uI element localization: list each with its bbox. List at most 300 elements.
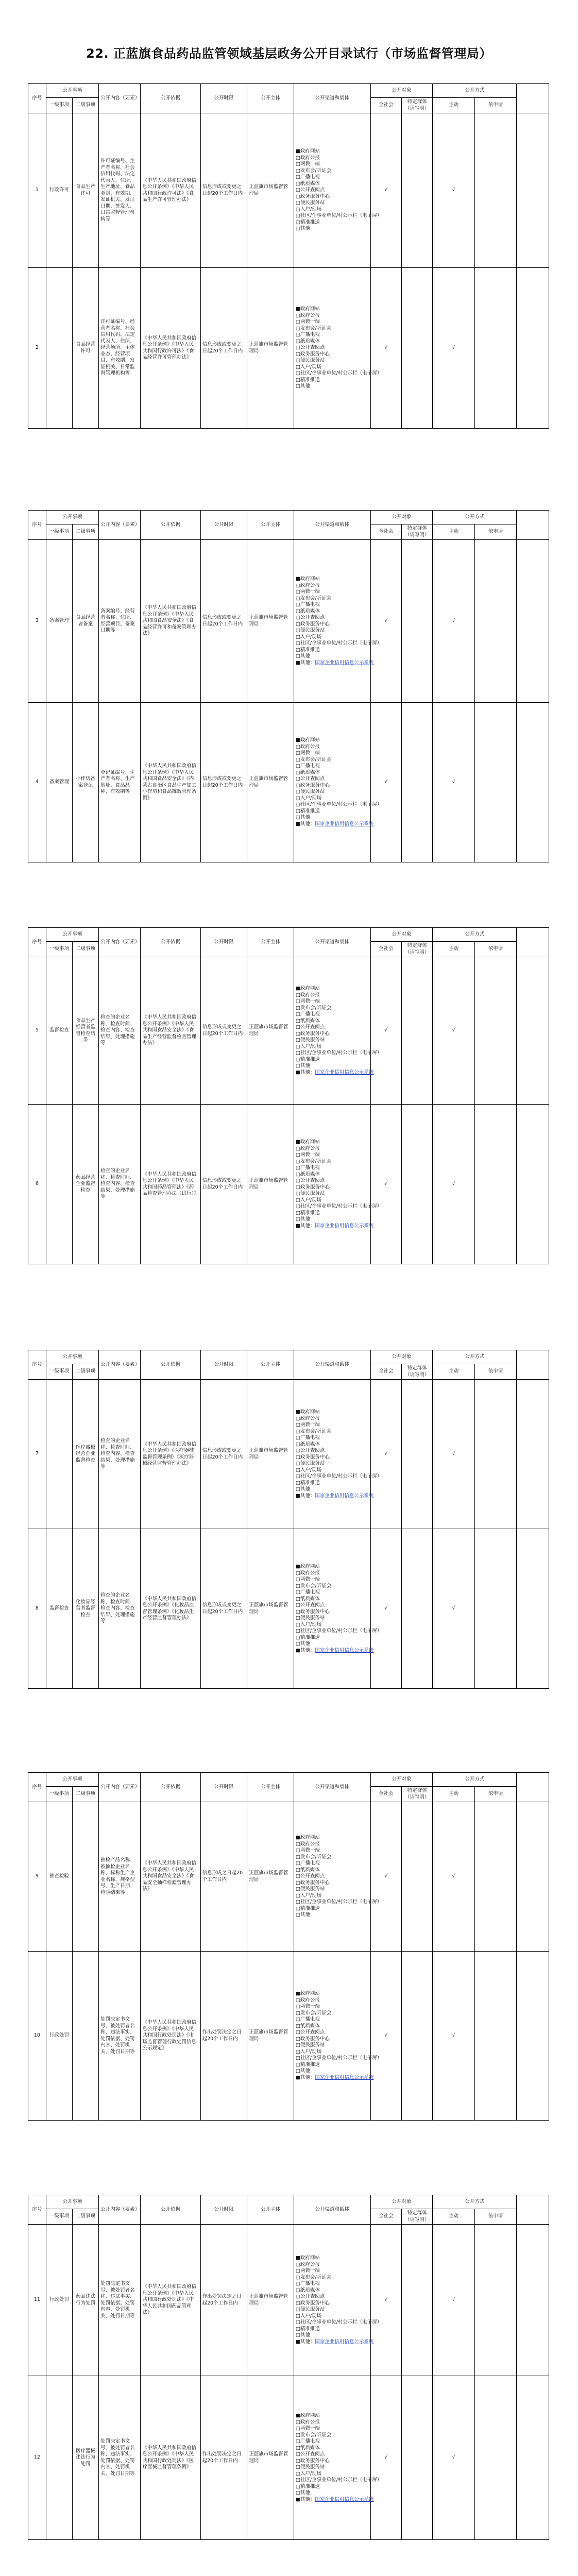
channel-option: □广播电视 — [295, 1860, 320, 1867]
row-channels — [294, 1380, 382, 1529]
channel-option: □纸质媒体 — [295, 338, 320, 344]
channel-option: □广播电视 — [295, 2016, 320, 2022]
channel-option: □入户/现场 — [295, 795, 322, 801]
row-level2: 食品生产许可 — [72, 113, 98, 268]
header-mode: 公开方式 — [433, 84, 517, 98]
channel-option: □便民服务站 — [295, 2042, 325, 2048]
row-level2: 医疗器械经营企业监督检查 — [72, 1380, 98, 1529]
channel-option: ■政府网站 — [295, 1835, 320, 1841]
channel-other-label: ■其他： — [295, 1223, 315, 1229]
request-mark — [474, 113, 516, 268]
table-row — [28, 113, 549, 268]
channel-option: □发布会/听证会 — [295, 756, 332, 762]
channel-option: □公开查阅点 — [295, 1024, 325, 1030]
channel-option: □纸质媒体 — [295, 1596, 320, 1602]
credit-system-link[interactable]: 国家企业信用信息公示系统 — [315, 2338, 374, 2345]
credit-system-link[interactable]: 国家企业信用信息公示系统 — [315, 2074, 374, 2080]
channel-option: □公开查阅点 — [295, 2451, 325, 2457]
header-level1: 一级事项 — [46, 98, 72, 113]
channel-other-label: ■其他： — [295, 1647, 315, 1653]
trailing-cell — [517, 1952, 549, 2121]
obj-all-check: √ — [370, 2225, 401, 2376]
channel-option: □便民服务站 — [295, 358, 325, 364]
header-blank — [517, 84, 549, 113]
credit-system-link[interactable]: 国家企业信用信息公示系统 — [315, 821, 374, 827]
channel-option: □纸质媒体 — [295, 1018, 320, 1024]
row-subject: 正蓝旗市场监督管理局 — [247, 1952, 294, 2121]
channel-option: □两微一端 — [295, 161, 320, 167]
header-mode: 公开方式 — [433, 511, 517, 524]
obj-specific — [402, 268, 433, 429]
channel-other-label: ■其他： — [295, 1069, 315, 1075]
header-mode: 公开方式 — [433, 928, 517, 942]
header-level2: 二级事项 — [72, 1787, 98, 1802]
row-content: 处罚决定书文号、被处罚者名称、违法事实、处罚依据、处罚内容、处罚机关、处罚日期等 — [99, 2376, 141, 2540]
channel-option: □其他 — [295, 1912, 310, 1918]
row-level2: 医疗器械违法行为处罚 — [72, 2376, 98, 2540]
channel-option: □便民服务站 — [295, 1886, 325, 1892]
channel-option: □入户/现场 — [295, 1043, 322, 1049]
channel-option: □政务服务中心 — [295, 1608, 330, 1615]
channel-option: □其他 — [295, 1063, 310, 1069]
row-channels — [294, 1952, 382, 2121]
header-active: 主动 — [433, 98, 474, 113]
row-content: 检查的企业名称、检查时间、检查内容、检查结果、处理措施等 — [99, 1105, 141, 1264]
channel-option: □发布会/听证会 — [295, 1428, 332, 1434]
row-basis: 《中华人民共和国政府信息公开条例》《化妆品监督管理条例》《化妆品生产经营监督管理办法》 — [141, 1529, 200, 1689]
header-channel: 公开渠道和载体 — [294, 511, 370, 540]
channel-option: □公开查阅点 — [295, 1178, 325, 1183]
catalog-table — [28, 1772, 549, 2121]
channel-option: □发布会/听证会 — [295, 2274, 332, 2280]
table-row — [28, 2225, 549, 2376]
header-matter: 公开事项 — [46, 2195, 98, 2209]
row-content: 检查的企业名称、检查时间、检查内容、检查结果、处理措施等 — [99, 1529, 141, 1689]
header-object: 公开对象 — [370, 511, 433, 524]
request-mark — [474, 1380, 516, 1529]
obj-all-check: √ — [370, 540, 401, 703]
channel-option: □纸质媒体 — [295, 1441, 320, 1447]
channel-option: □其他 — [295, 2490, 310, 2496]
obj-all-check: √ — [370, 1105, 401, 1264]
row-subject: 正蓝旗市场监督管理局 — [247, 113, 294, 268]
channel-option: □社区/企事业单位/村公示栏（电子屏） — [295, 370, 382, 377]
header-obj-all: 全社会 — [370, 98, 401, 113]
active-check: √ — [433, 2376, 474, 2540]
row-channels — [294, 2376, 382, 2540]
channel-other — [295, 2074, 374, 2081]
channel-option: □政务服务中心 — [295, 621, 330, 627]
row-seq: 6 — [28, 1105, 46, 1264]
channel-option: □纸质媒体 — [295, 2287, 320, 2293]
channel-option: □政府公报 — [295, 1415, 320, 1421]
channel-other-label: ■其他： — [295, 2496, 315, 2502]
header-obj-specific: 特定群体（请写明） — [402, 2209, 433, 2225]
credit-system-link[interactable]: 国家企业信用信息公示系统 — [315, 2496, 374, 2502]
channel-option: □社区/企事业单位/村公示栏（电子屏） — [295, 213, 382, 219]
channel-option: ■政府网站 — [295, 737, 320, 743]
header-obj-specific: 特定群体（请写明） — [402, 98, 433, 113]
channel-option: □精准推送 — [295, 377, 320, 383]
table-row — [28, 1380, 549, 1529]
table-row — [28, 268, 549, 429]
row-basis: 《中华人民共和国政府信息公开条例》《中华人民共和国食品安全法》《食品经营许可和备案管理办法》 — [141, 540, 200, 703]
channel-option: □发布会/听证会 — [295, 167, 332, 174]
channel-option: □广播电视 — [295, 1011, 320, 1017]
credit-system-link[interactable]: 国家企业信用信息公示系统 — [315, 659, 374, 666]
channel-option: □社区/企事业单位/村公示栏（电子屏） — [295, 1473, 382, 1479]
header-seq: 序号 — [28, 928, 46, 957]
row-subject: 正蓝旗市场监督管理局 — [247, 1802, 294, 1952]
obj-specific — [402, 1529, 433, 1689]
channel-option: □发布会/听证会 — [295, 1854, 332, 1860]
header-object: 公开对象 — [370, 928, 433, 942]
header-seq: 序号 — [28, 1350, 46, 1380]
channel-option: □精准推送 — [295, 1905, 320, 1911]
credit-system-link[interactable]: 国家企业信用信息公示系统 — [315, 1069, 374, 1075]
channel-option: □社区/企事业单位/村公示栏（电子屏） — [295, 1050, 382, 1056]
header-obj-all: 全社会 — [370, 1787, 401, 1802]
header-channel: 公开渠道和载体 — [294, 928, 370, 957]
row-subject: 正蓝旗市场监督管理局 — [247, 1105, 294, 1264]
header-basis: 公开依据 — [141, 1350, 200, 1380]
channel-option: □政务服务中心 — [295, 782, 330, 788]
header-time: 公开时限 — [200, 84, 247, 113]
request-mark — [474, 1105, 516, 1264]
channel-option: □政务服务中心 — [295, 2036, 330, 2042]
header-blank — [517, 1350, 549, 1380]
active-check: √ — [433, 957, 474, 1105]
channel-option: □政务服务中心 — [295, 1454, 330, 1460]
channel-option: □其他 — [295, 1216, 310, 1222]
table-row — [28, 703, 549, 862]
channel-option: □纸质媒体 — [295, 608, 320, 614]
channel-option: □发布会/听证会 — [295, 2010, 332, 2016]
obj-specific — [402, 113, 433, 268]
channel-option: □社区/企事业单位/村公示栏（电子屏） — [295, 2319, 382, 2325]
channel-option: □入户/现场 — [295, 1467, 322, 1473]
obj-specific — [402, 957, 433, 1105]
channel-option: □公开查阅点 — [295, 2294, 325, 2299]
header-subject: 公开主体 — [247, 1773, 294, 1802]
row-subject: 正蓝旗市场监督管理局 — [247, 268, 294, 429]
channel-option: □政务服务中心 — [295, 1879, 330, 1886]
obj-all-check: √ — [370, 268, 401, 429]
active-check: √ — [433, 113, 474, 268]
channel-other — [295, 1493, 374, 1500]
header-time: 公开时限 — [200, 2195, 247, 2225]
row-content: 许可证编号、生产者名称、社会信用代码、法定代表人、住所、生产地址、食品类别、有效期、发证机关、发证日期、签发人、日常监督管理机构等 — [99, 113, 141, 268]
channel-option: □精准推送 — [295, 808, 320, 814]
header-level1: 一级事项 — [46, 524, 72, 540]
credit-system-link[interactable]: 国家企业信用信息公示系统 — [315, 1493, 374, 1499]
channel-option: □政府公报 — [295, 582, 320, 588]
channel-option: □两微一端 — [295, 2426, 320, 2431]
row-level1: 监督检查 — [46, 957, 72, 1105]
row-subject: 正蓝旗市场监督管理局 — [247, 2376, 294, 2540]
channel-option: □纸质媒体 — [295, 769, 320, 775]
header-basis: 公开依据 — [141, 1773, 200, 1802]
channel-option: □广播电视 — [295, 1165, 320, 1171]
channel-option: □两微一端 — [295, 1422, 320, 1428]
channel-option: □广播电视 — [295, 1435, 320, 1440]
channel-option: □社区/企事业单位/村公示栏（电子屏） — [295, 640, 382, 646]
row-level1: 行政处罚 — [46, 2225, 72, 2376]
channel-option: □广播电视 — [295, 763, 320, 769]
header-time: 公开时限 — [200, 1773, 247, 1802]
obj-specific — [402, 2225, 433, 2376]
header-blank — [517, 511, 549, 540]
row-basis: 《中华人民共和国政府信息公开条例》《中华人民共和国食品安全法》《食品安全抽样检验管理办法》 — [141, 1802, 200, 1952]
header-obj-specific: 特定群体（请写明） — [402, 942, 433, 957]
header-level1: 一级事项 — [46, 1787, 72, 1802]
channel-option: ■政府网站 — [295, 1139, 320, 1145]
obj-all-check: √ — [370, 703, 401, 862]
active-check: √ — [433, 1380, 474, 1529]
channel-option: □精准推送 — [295, 1480, 320, 1486]
header-time: 公开时限 — [200, 1350, 247, 1380]
trailing-cell — [517, 1529, 549, 1689]
header-content: 公开内容（要素） — [99, 1350, 141, 1380]
channel-option: □其他 — [295, 2332, 310, 2338]
active-check: √ — [433, 1529, 474, 1689]
channel-option: ■政府网站 — [295, 576, 320, 582]
channel-option: □社区/企事业单位/村公示栏（电子屏） — [295, 2477, 382, 2483]
channel-option: □便民服务站 — [295, 200, 325, 206]
row-level1: 行政处罚 — [46, 1952, 72, 2121]
channel-option: □政务服务中心 — [295, 351, 330, 357]
header-time: 公开时限 — [200, 511, 247, 540]
channel-option: □两微一端 — [295, 998, 320, 1004]
channel-option: □两微一端 — [295, 2004, 320, 2009]
obj-specific — [402, 1802, 433, 1952]
header-subject: 公开主体 — [247, 928, 294, 957]
channel-option: □纸质媒体 — [295, 180, 320, 187]
row-level2: 药品违法行为处罚 — [72, 2225, 98, 2376]
channel-option: ■政府网站 — [295, 2413, 320, 2418]
channel-option: □便民服务站 — [295, 1461, 325, 1466]
channel-option: ■政府网站 — [295, 1991, 320, 1996]
channel-option: □公开查阅点 — [295, 1448, 325, 1453]
header-object: 公开对象 — [370, 1350, 433, 1364]
row-level2: 化妆品经营者监督检查 — [72, 1529, 98, 1689]
channel-option: □发布会/听证会 — [295, 1158, 332, 1164]
channel-option: □入户/现场 — [295, 1892, 322, 1899]
table-row — [28, 1529, 549, 1689]
header-content: 公开内容（要素） — [99, 511, 141, 540]
channel-option: □政府公报 — [295, 1841, 320, 1847]
row-content: 备案编号、经营者名称、住所、经营项目、备案日期等 — [99, 540, 141, 703]
row-channels — [294, 1105, 382, 1264]
header-seq: 序号 — [28, 511, 46, 540]
row-time: 作出处罚决定之日起20个工作日内 — [200, 1952, 247, 2121]
trailing-cell — [517, 1802, 549, 1952]
header-matter: 公开事项 — [46, 1773, 98, 1787]
channel-option: ■政府网站 — [295, 306, 320, 312]
header-channel: 公开渠道和载体 — [294, 84, 370, 113]
row-level1: 监督检查 — [46, 1529, 72, 1689]
credit-system-link[interactable]: 国家企业信用信息公示系统 — [315, 1223, 374, 1229]
obj-all-check: √ — [370, 1380, 401, 1529]
header-obj-specific: 特定群体（请写明） — [402, 524, 433, 540]
header-level1: 一级事项 — [46, 2209, 72, 2225]
catalog-table — [28, 927, 549, 1264]
channel-other — [295, 1647, 374, 1654]
header-request: 依申请 — [474, 2209, 516, 2225]
channel-option: □两微一端 — [295, 1152, 320, 1158]
channel-option: ■政府网站 — [295, 148, 320, 155]
row-level2 — [72, 1952, 98, 2121]
header-active: 主动 — [433, 2209, 474, 2225]
channel-option: □两微一端 — [295, 319, 320, 325]
row-seq: 10 — [28, 1952, 46, 2121]
channel-option: □政府公报 — [295, 992, 320, 998]
obj-all-check: √ — [370, 957, 401, 1105]
channel-option: □政务服务中心 — [295, 2300, 330, 2306]
channel-option: □入户/现场 — [295, 2048, 322, 2055]
row-channels — [294, 268, 382, 429]
header-request: 依申请 — [474, 1787, 516, 1802]
header-channel: 公开渠道和载体 — [294, 1773, 370, 1802]
channel-option: □两微一端 — [295, 1848, 320, 1854]
channel-option: □其他 — [295, 383, 310, 389]
row-content: 抽检产品名称、被抽检企业名称、标称生产企业名称、规格型号、生产日期、检验结果等 — [99, 1802, 141, 1952]
channel-option: □广播电视 — [295, 2281, 320, 2286]
channel-option: □两微一端 — [295, 589, 320, 595]
channel-other — [295, 2338, 374, 2346]
header-level2: 二级事项 — [72, 942, 98, 957]
header-object: 公开对象 — [370, 84, 433, 98]
channel-option: □公开查阅点 — [295, 615, 325, 620]
table-row — [28, 957, 549, 1105]
row-level2: 食品经营者备案 — [72, 540, 98, 703]
channel-option: □政务服务中心 — [295, 2458, 330, 2464]
row-time: 信息形成或变更之日起20个工作日内 — [200, 113, 247, 268]
channel-option: □政务服务中心 — [295, 1184, 330, 1190]
header-channel: 公开渠道和载体 — [294, 2195, 370, 2225]
channel-option: □便民服务站 — [295, 1191, 325, 1196]
channel-option: □便民服务站 — [295, 1615, 325, 1621]
row-level2 — [72, 1802, 98, 1952]
request-mark — [474, 268, 516, 429]
channel-option: □入户/现场 — [295, 634, 322, 640]
header-active: 主动 — [433, 942, 474, 957]
channel-option: □政务服务中心 — [295, 1030, 330, 1037]
row-seq: 11 — [28, 2225, 46, 2376]
table-row — [28, 540, 549, 703]
row-time: 作出处罚决定之日起20个工作日内 — [200, 2376, 247, 2540]
row-level2: 小作坊备案登记 — [72, 703, 98, 862]
row-subject: 正蓝旗市场监督管理局 — [247, 540, 294, 703]
channel-option: □精准推送 — [295, 219, 320, 225]
channel-other-label: ■其他： — [295, 659, 315, 666]
row-basis: 《中华人民共和国政府信息公开条例》《中华人民共和国行政许可法》《食品生产许可管理办法》 — [141, 113, 200, 268]
active-check: √ — [433, 2225, 474, 2376]
row-content: 处罚决定书文号、被处罚者名称、违法事实、处罚依据、处罚内容、处罚机关、处罚日期等 — [99, 1952, 141, 2121]
channel-option: □发布会/听证会 — [295, 1583, 332, 1589]
header-time: 公开时限 — [200, 928, 247, 957]
channel-option: □政府公报 — [295, 2419, 320, 2425]
trailing-cell — [517, 703, 549, 862]
channel-option: ■政府网站 — [295, 1564, 320, 1569]
channel-option: □公开查阅点 — [295, 2029, 325, 2035]
channel-option: □入户/现场 — [295, 2313, 322, 2319]
channel-option: □便民服务站 — [295, 789, 325, 794]
channel-option: □精准推送 — [295, 1634, 320, 1640]
channel-option: □广播电视 — [295, 332, 320, 338]
row-channels — [294, 957, 382, 1105]
channel-option: □发布会/听证会 — [295, 2432, 332, 2438]
channel-option: □广播电视 — [295, 2438, 320, 2444]
channel-other — [295, 821, 374, 828]
row-seq: 5 — [28, 957, 46, 1105]
row-level2: 食品生产经营者监督检查结果 — [72, 957, 98, 1105]
trailing-cell — [517, 268, 549, 429]
header-object: 公开对象 — [370, 1773, 433, 1787]
channel-option: ■政府网站 — [295, 1409, 320, 1415]
row-level1: 行政许可 — [46, 113, 72, 268]
obj-all-check: √ — [370, 1529, 401, 1689]
row-basis: 《中华人民共和国政府信息公开条例》《中华人民共和国行政许可法》《食品经营许可管理办法》 — [141, 268, 200, 429]
header-request: 依申请 — [474, 524, 516, 540]
channel-option: □政务服务中心 — [295, 193, 330, 199]
channel-option: □公开查阅点 — [295, 1873, 325, 1879]
row-content: 检查的企业名称、检查时间、检查内容、检查结果、处理措施等 — [99, 957, 141, 1105]
channel-option: □公开查阅点 — [295, 776, 325, 782]
obj-specific — [402, 1105, 433, 1264]
header-level2: 二级事项 — [72, 524, 98, 540]
active-check: √ — [433, 540, 474, 703]
header-content: 公开内容（要素） — [99, 928, 141, 957]
header-active: 主动 — [433, 524, 474, 540]
channel-option: □政府公报 — [295, 1570, 320, 1576]
request-mark — [474, 540, 516, 703]
channel-option: □政府公报 — [295, 155, 320, 161]
trailing-cell — [517, 1380, 549, 1529]
row-seq: 9 — [28, 1802, 46, 1952]
channel-option: □入户/现场 — [295, 364, 322, 370]
header-seq: 序号 — [28, 2195, 46, 2225]
header-blank — [517, 928, 549, 957]
row-seq: 2 — [28, 268, 46, 429]
catalog-table — [28, 83, 549, 429]
row-seq: 12 — [28, 2376, 46, 2540]
header-mode: 公开方式 — [433, 1773, 517, 1787]
row-subject: 正蓝旗市场监督管理局 — [247, 1529, 294, 1689]
table-row — [28, 1802, 549, 1952]
header-mode: 公开方式 — [433, 1350, 517, 1364]
header-content: 公开内容（要素） — [99, 2195, 141, 2225]
row-level1 — [46, 2376, 72, 2540]
credit-system-link[interactable]: 国家企业信用信息公示系统 — [315, 1647, 374, 1653]
header-basis: 公开依据 — [141, 928, 200, 957]
header-object: 公开对象 — [370, 2195, 433, 2209]
channel-option: □其他 — [295, 1486, 310, 1492]
table-row — [28, 1952, 549, 2121]
row-time: 信息形成或变更之日起20个工作日内 — [200, 1380, 247, 1529]
row-time: 信息形成或变更之日起20个工作日内 — [200, 703, 247, 862]
catalog-table — [28, 2195, 549, 2540]
row-channels — [294, 1529, 382, 1689]
header-basis: 公开依据 — [141, 84, 200, 113]
obj-all-check: √ — [370, 1802, 401, 1952]
row-channels — [294, 2225, 382, 2376]
channel-option: □精准推送 — [295, 1056, 320, 1062]
channel-option: □政府公报 — [295, 312, 320, 318]
channel-option: □精准推送 — [295, 2061, 320, 2067]
obj-specific — [402, 540, 433, 703]
trailing-cell — [517, 2225, 549, 2376]
